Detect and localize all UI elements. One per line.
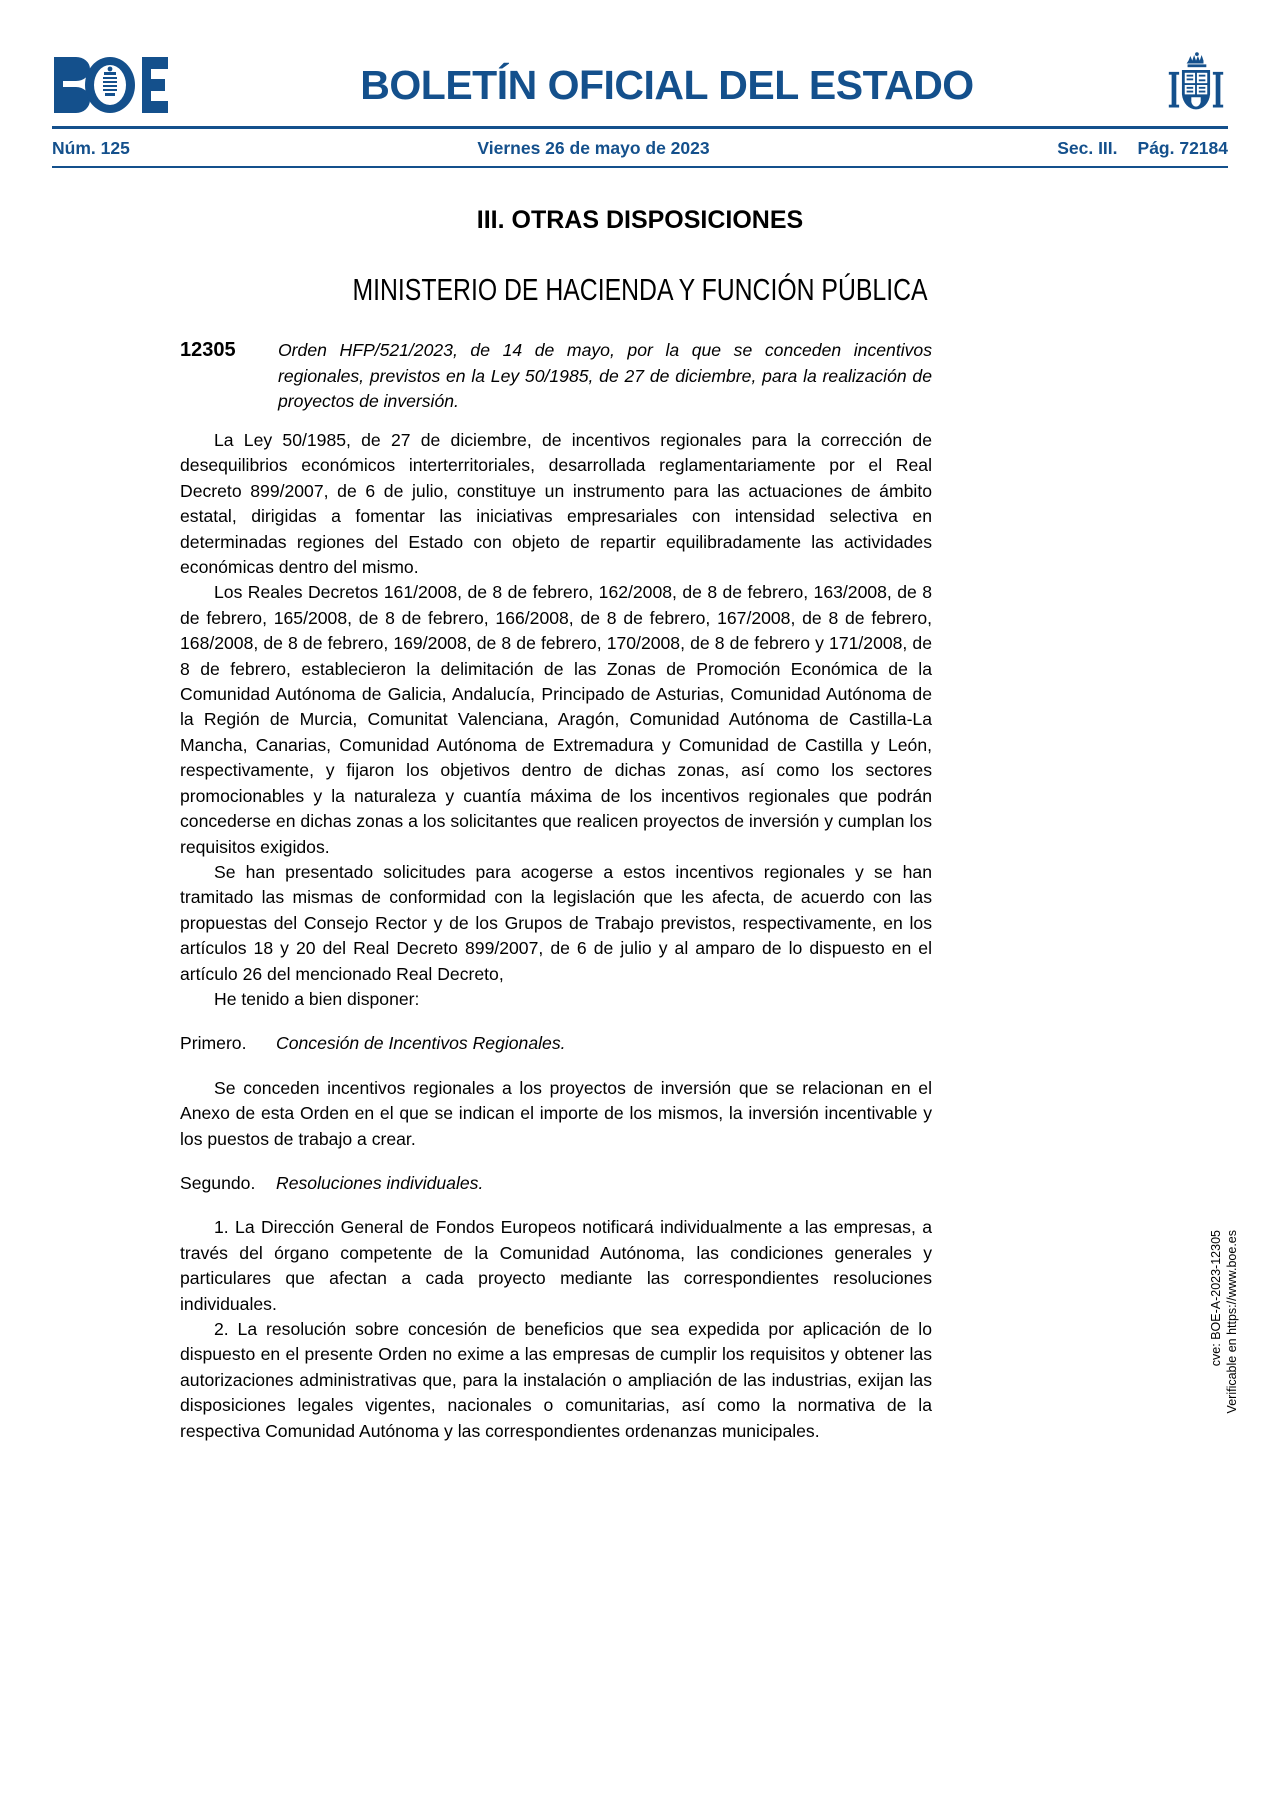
item-title: Orden HFP/521/2023, de 14 de mayo, por la que se conceden incentivos regionales, previstos en la Ley 50/1985, de 27 de diciembre, para la realización de proyectos de inversión. — [278, 340, 932, 411]
body-paragraph: He tenido a bien disponer: — [214, 988, 420, 1009]
page-label: Pág. 72184 — [1137, 137, 1228, 158]
publication-date: Viernes 26 de mayo de 2023 — [477, 137, 710, 158]
body-paragraph: La Ley 50/1985, de 27 de diciembre, de incentivos regionales para la corrección de desequilibrios económicos interterritoriales, desarrollada reglamentariamente por el Real Decreto 899/2007, de 6 de julio, constituye un instrumento para las actuaciones de ámbito estatal, dirigidas a fomentar las iniciativas empresariales con intensidad selectiva en determinadas regiones del Estado con objeto de repartir equilibradamente las actividades económicas dentro del mismo. — [180, 430, 932, 578]
cve-code: cve: BOE-A-2023-12305 — [1209, 1230, 1223, 1367]
issue-number: Núm. 125 — [52, 137, 130, 158]
document-body — [180, 428, 932, 1444]
ordinal-heading-primero — [180, 1031, 932, 1056]
ordinal-label: Segundo. — [180, 1172, 256, 1193]
header-bottom-rule — [52, 166, 1228, 168]
ordinal-label: Primero. — [180, 1033, 247, 1054]
disposition-item — [180, 338, 932, 415]
ordinal-heading-segundo — [180, 1171, 932, 1196]
body-paragraph: Los Reales Decretos 161/2008, de 8 de febrero, 162/2008, de 8 de febrero, 163/2008, de 8 de febrero, 165/2008, de 8 de febrero, 166/2008, de 8 de febrero, 167/2008, de 8 de febrero, 168/2008, de 8 de febrero, 169/2008, de 8 de febrero, 170/2008, de 8 de febrero y 171/2008, de 8 de febrero, establecieron la delimitación de las Zonas de Promoción Económica de la Comunidad Autónoma de Galicia, Andalucía, Principado de Asturias, Comunidad Autónoma de la Región de Murcia, Comunitat Valenciana, Aragón, Comunidad Autónoma de Castilla-La Mancha, Canarias, Comunidad Autónoma de Extremadura y Comunidad de Castilla y León, respectivamente, y fijaron los objetivos dentro de dichas zonas, así como los sectores promocionables y la naturaleza y cuantía máxima de los incentivos regionales que podrán concederse en dichas zonas a los solicitantes que realicen proyectos de inversión y cumplan los requisitos exigidos. — [180, 582, 932, 857]
boe-logo — [52, 54, 170, 116]
body-paragraph: 2. La resolución sobre concesión de beneficios que sea expedida por aplicación de lo dispuesto en el presente Orden no exime a las empresas de cumplir los requisitos y obtener las autorizaciones administrativas que, para la instalación o ampliación de las industrias, exijan las disposiciones legales vigentes, nacionales o comunitarias, así como la normativa de la respectiva Comunidad Autónoma y las correspondientes ordenanzas municipales. — [180, 1319, 932, 1441]
verification-url: Verificable en https://www.boe.es — [1225, 1230, 1239, 1414]
cve-sidebar — [1208, 1230, 1252, 1490]
section-label: Sec. III. — [1057, 137, 1118, 158]
spain-coat-of-arms-icon — [1164, 49, 1228, 121]
masthead-top-rule — [52, 126, 1228, 129]
ministry-heading: MINISTERIO DE HACIENDA Y FUNCIÓN PÚBLICA — [352, 272, 928, 307]
ordinal-text: Concesión de Incentivos Regionales. — [276, 1033, 566, 1054]
masthead-title: BOLETÍN OFICIAL DEL ESTADO — [360, 61, 974, 108]
body-paragraph: 1. La Dirección General de Fondos Europeos notificará individualmente a las empresas, a través del órgano competente de la Comunidad Autónoma, las condiciones generales y particulares que afectan a cada proyecto mediante las correspondientes resoluciones individuales. — [180, 1217, 932, 1314]
body-paragraph: Se han presentado solicitudes para acogerse a estos incentivos regionales y se han tramitado las mismas de conformidad con la legislación que les afecta, de acuerdo con las propuestas del Consejo Rector y de los Grupos de Trabajo previstos, respectivamente, en los artículos 18 y 20 del Real Decreto 899/2007, de 6 de julio y al amparo de lo dispuesto en el artículo 26 del mencionado Real Decreto, — [180, 861, 932, 984]
body-paragraph: Se conceden incentivos regionales a los proyectos de inversión que se relacionan en el Anexo de esta Orden en el que se indican el importe de los mismos, la inversión incentivable y los puestos de trabajo a crear. — [180, 1077, 932, 1149]
ordinal-text: Resoluciones individuales. — [276, 1172, 484, 1193]
masthead — [52, 46, 1228, 124]
section-heading: III. OTRAS DISPOSICIONES — [476, 206, 804, 234]
header-info-line — [52, 133, 1228, 163]
item-number: 12305 — [180, 339, 236, 361]
